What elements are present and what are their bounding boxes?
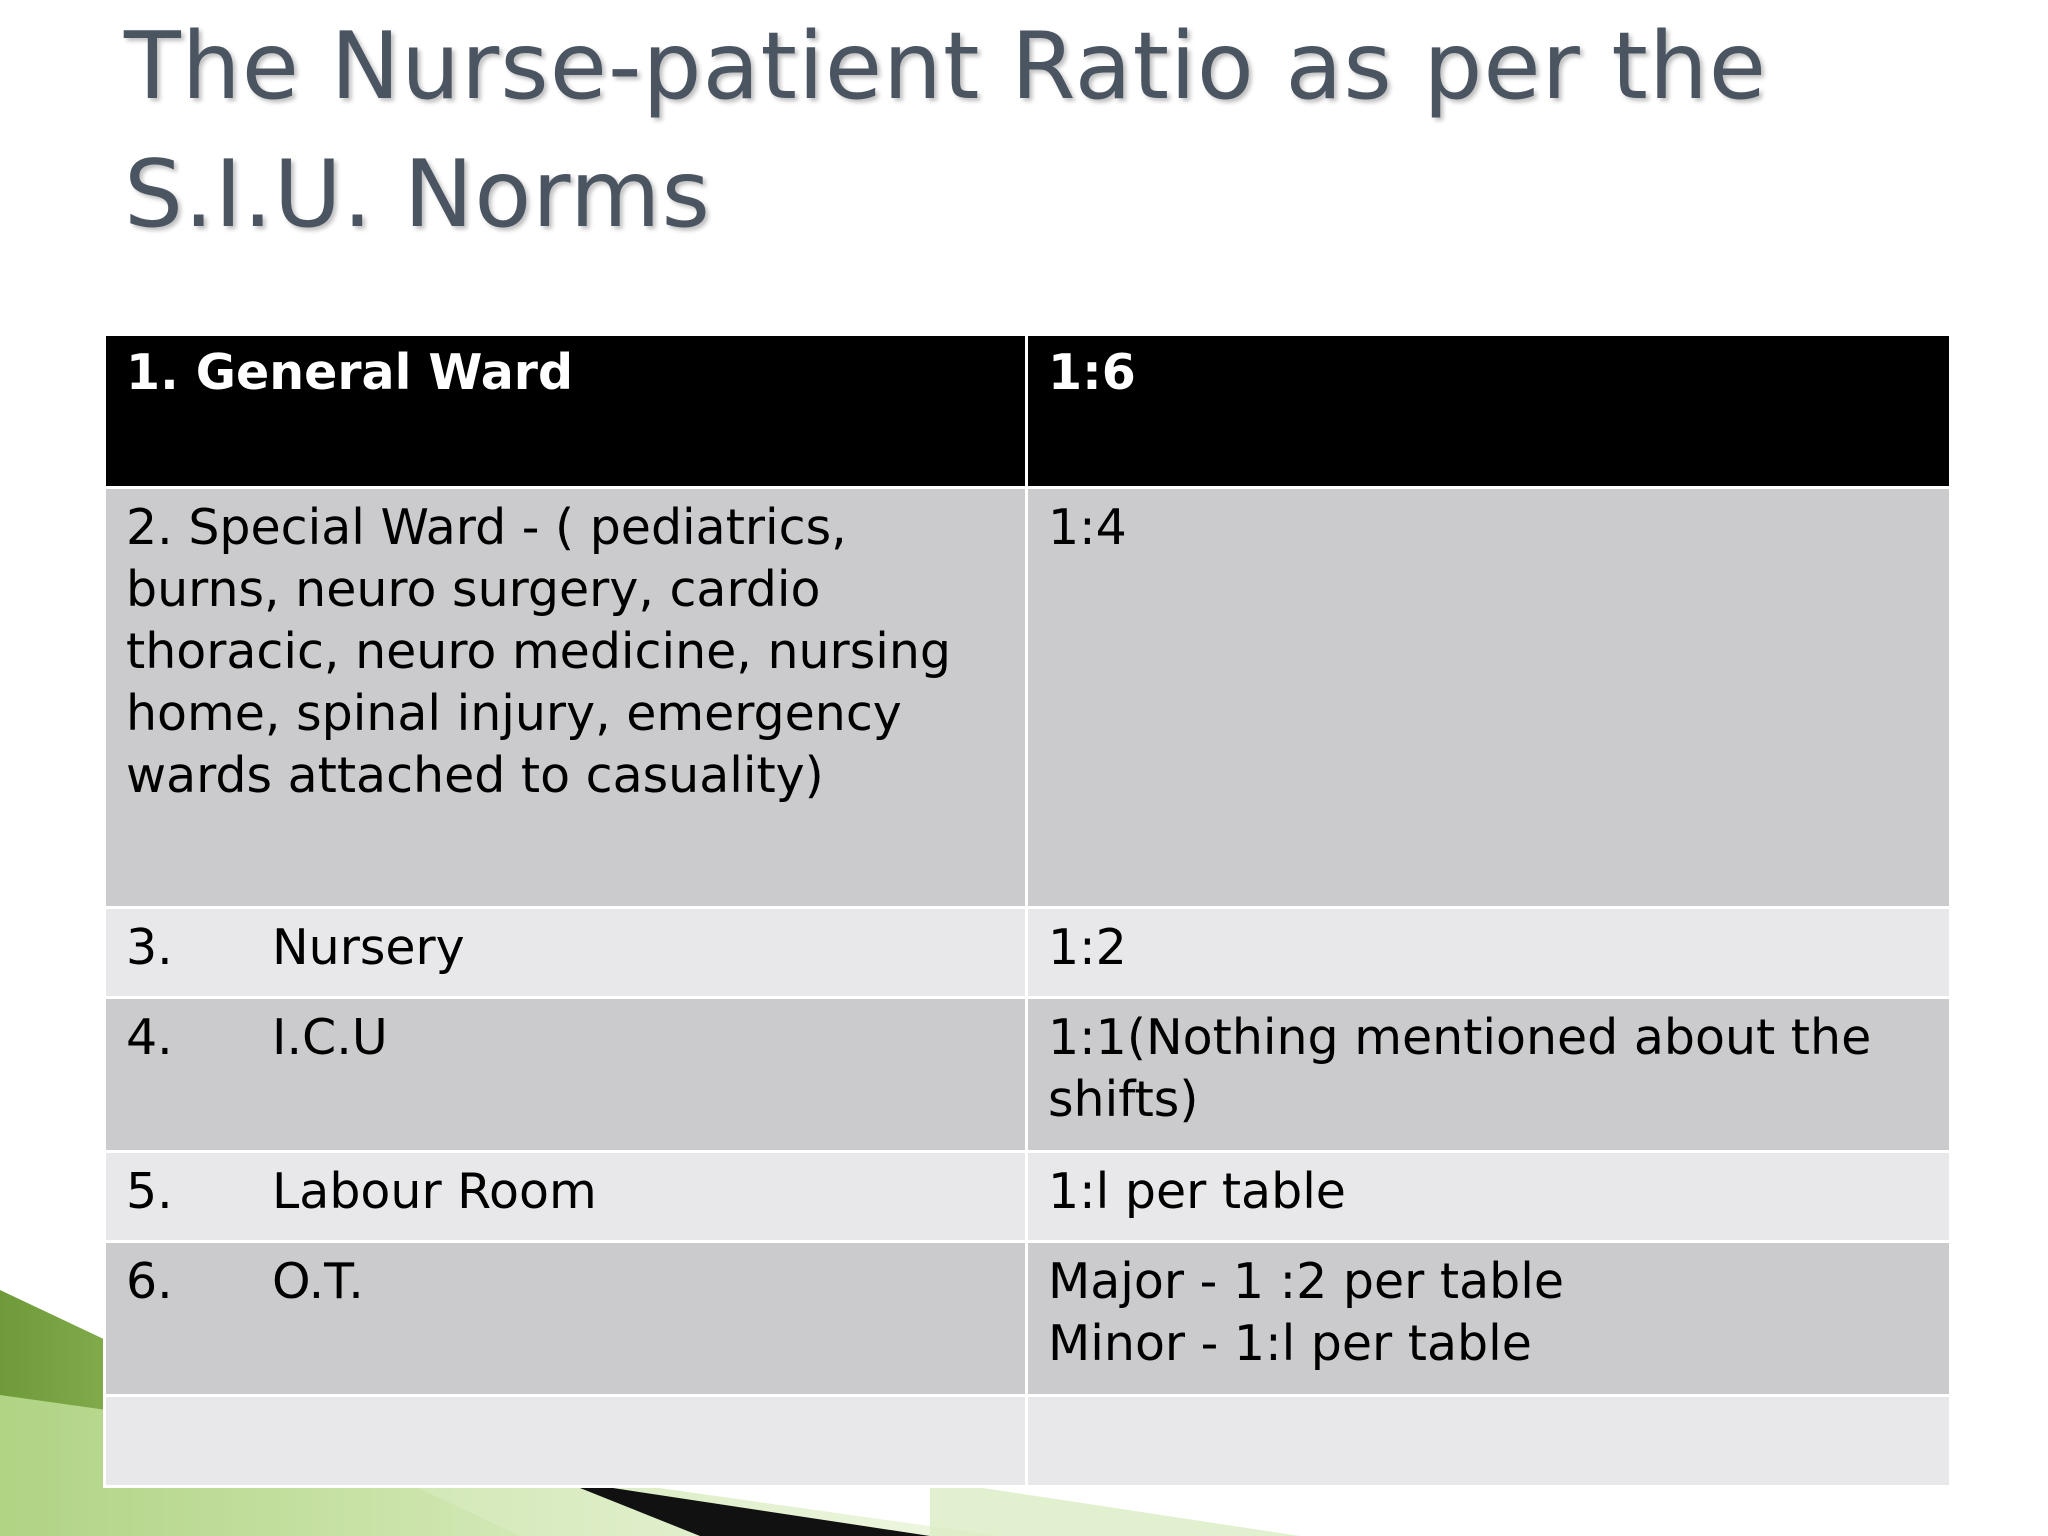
row-number: 5. [126, 1163, 173, 1220]
unit-cell [105, 998, 1027, 1152]
unit-name: 1. General Ward [126, 344, 574, 401]
row-number: 3. [126, 919, 173, 976]
ratio-table-container [103, 333, 1949, 1485]
unit-name: Nursery [272, 919, 465, 976]
slide-title: The Nurse-patient Ratio as per the S.I.U. Norms [124, 12, 1768, 248]
table-row-empty [105, 1396, 1951, 1487]
ratio-cell [1027, 335, 1951, 488]
ratio-cell [1027, 1242, 1951, 1396]
ratio-value-minor: Minor - 1:l per table [1048, 1315, 1532, 1372]
table-row [105, 1242, 1951, 1396]
table-row [105, 488, 1951, 908]
unit-cell [105, 1396, 1027, 1487]
ratio-value: 1:6 [1048, 344, 1136, 401]
table-row [105, 998, 1951, 1152]
table-row [105, 1152, 1951, 1242]
unit-name: 2. Special Ward - ( pediatrics, burns, neuro surgery, cardio thoracic, neuro medicine, nursing home, spinal injury, emergency wards attached to casuality) [126, 499, 952, 804]
ratio-value: 1:4 [1048, 499, 1127, 556]
ratio-value: 1:2 [1048, 919, 1127, 976]
ratio-cell [1027, 998, 1951, 1152]
unit-cell [105, 908, 1027, 998]
unit-cell [105, 1242, 1027, 1396]
ratio-cell [1027, 488, 1951, 908]
row-number: 6. [126, 1253, 173, 1310]
ratio-value: 1:1(Nothing mentioned about the shifts) [1048, 1009, 1872, 1128]
table-row [105, 908, 1951, 998]
unit-name: O.T. [272, 1253, 364, 1310]
table-row [105, 335, 1951, 488]
unit-name: Labour Room [272, 1163, 597, 1220]
ratio-value: 1:l per table [1048, 1163, 1346, 1220]
unit-cell [105, 335, 1027, 488]
ratio-table [103, 333, 1952, 1488]
unit-name: I.C.U [272, 1009, 388, 1066]
row-number: 4. [126, 1009, 173, 1066]
ratio-cell [1027, 908, 1951, 998]
ratio-value-major: Major - 1 :2 per table [1048, 1253, 1564, 1310]
unit-cell [105, 1152, 1027, 1242]
unit-cell [105, 488, 1027, 908]
ratio-cell [1027, 1152, 1951, 1242]
green-swoosh-thin [930, 1480, 1300, 1536]
ratio-cell [1027, 1396, 1951, 1487]
